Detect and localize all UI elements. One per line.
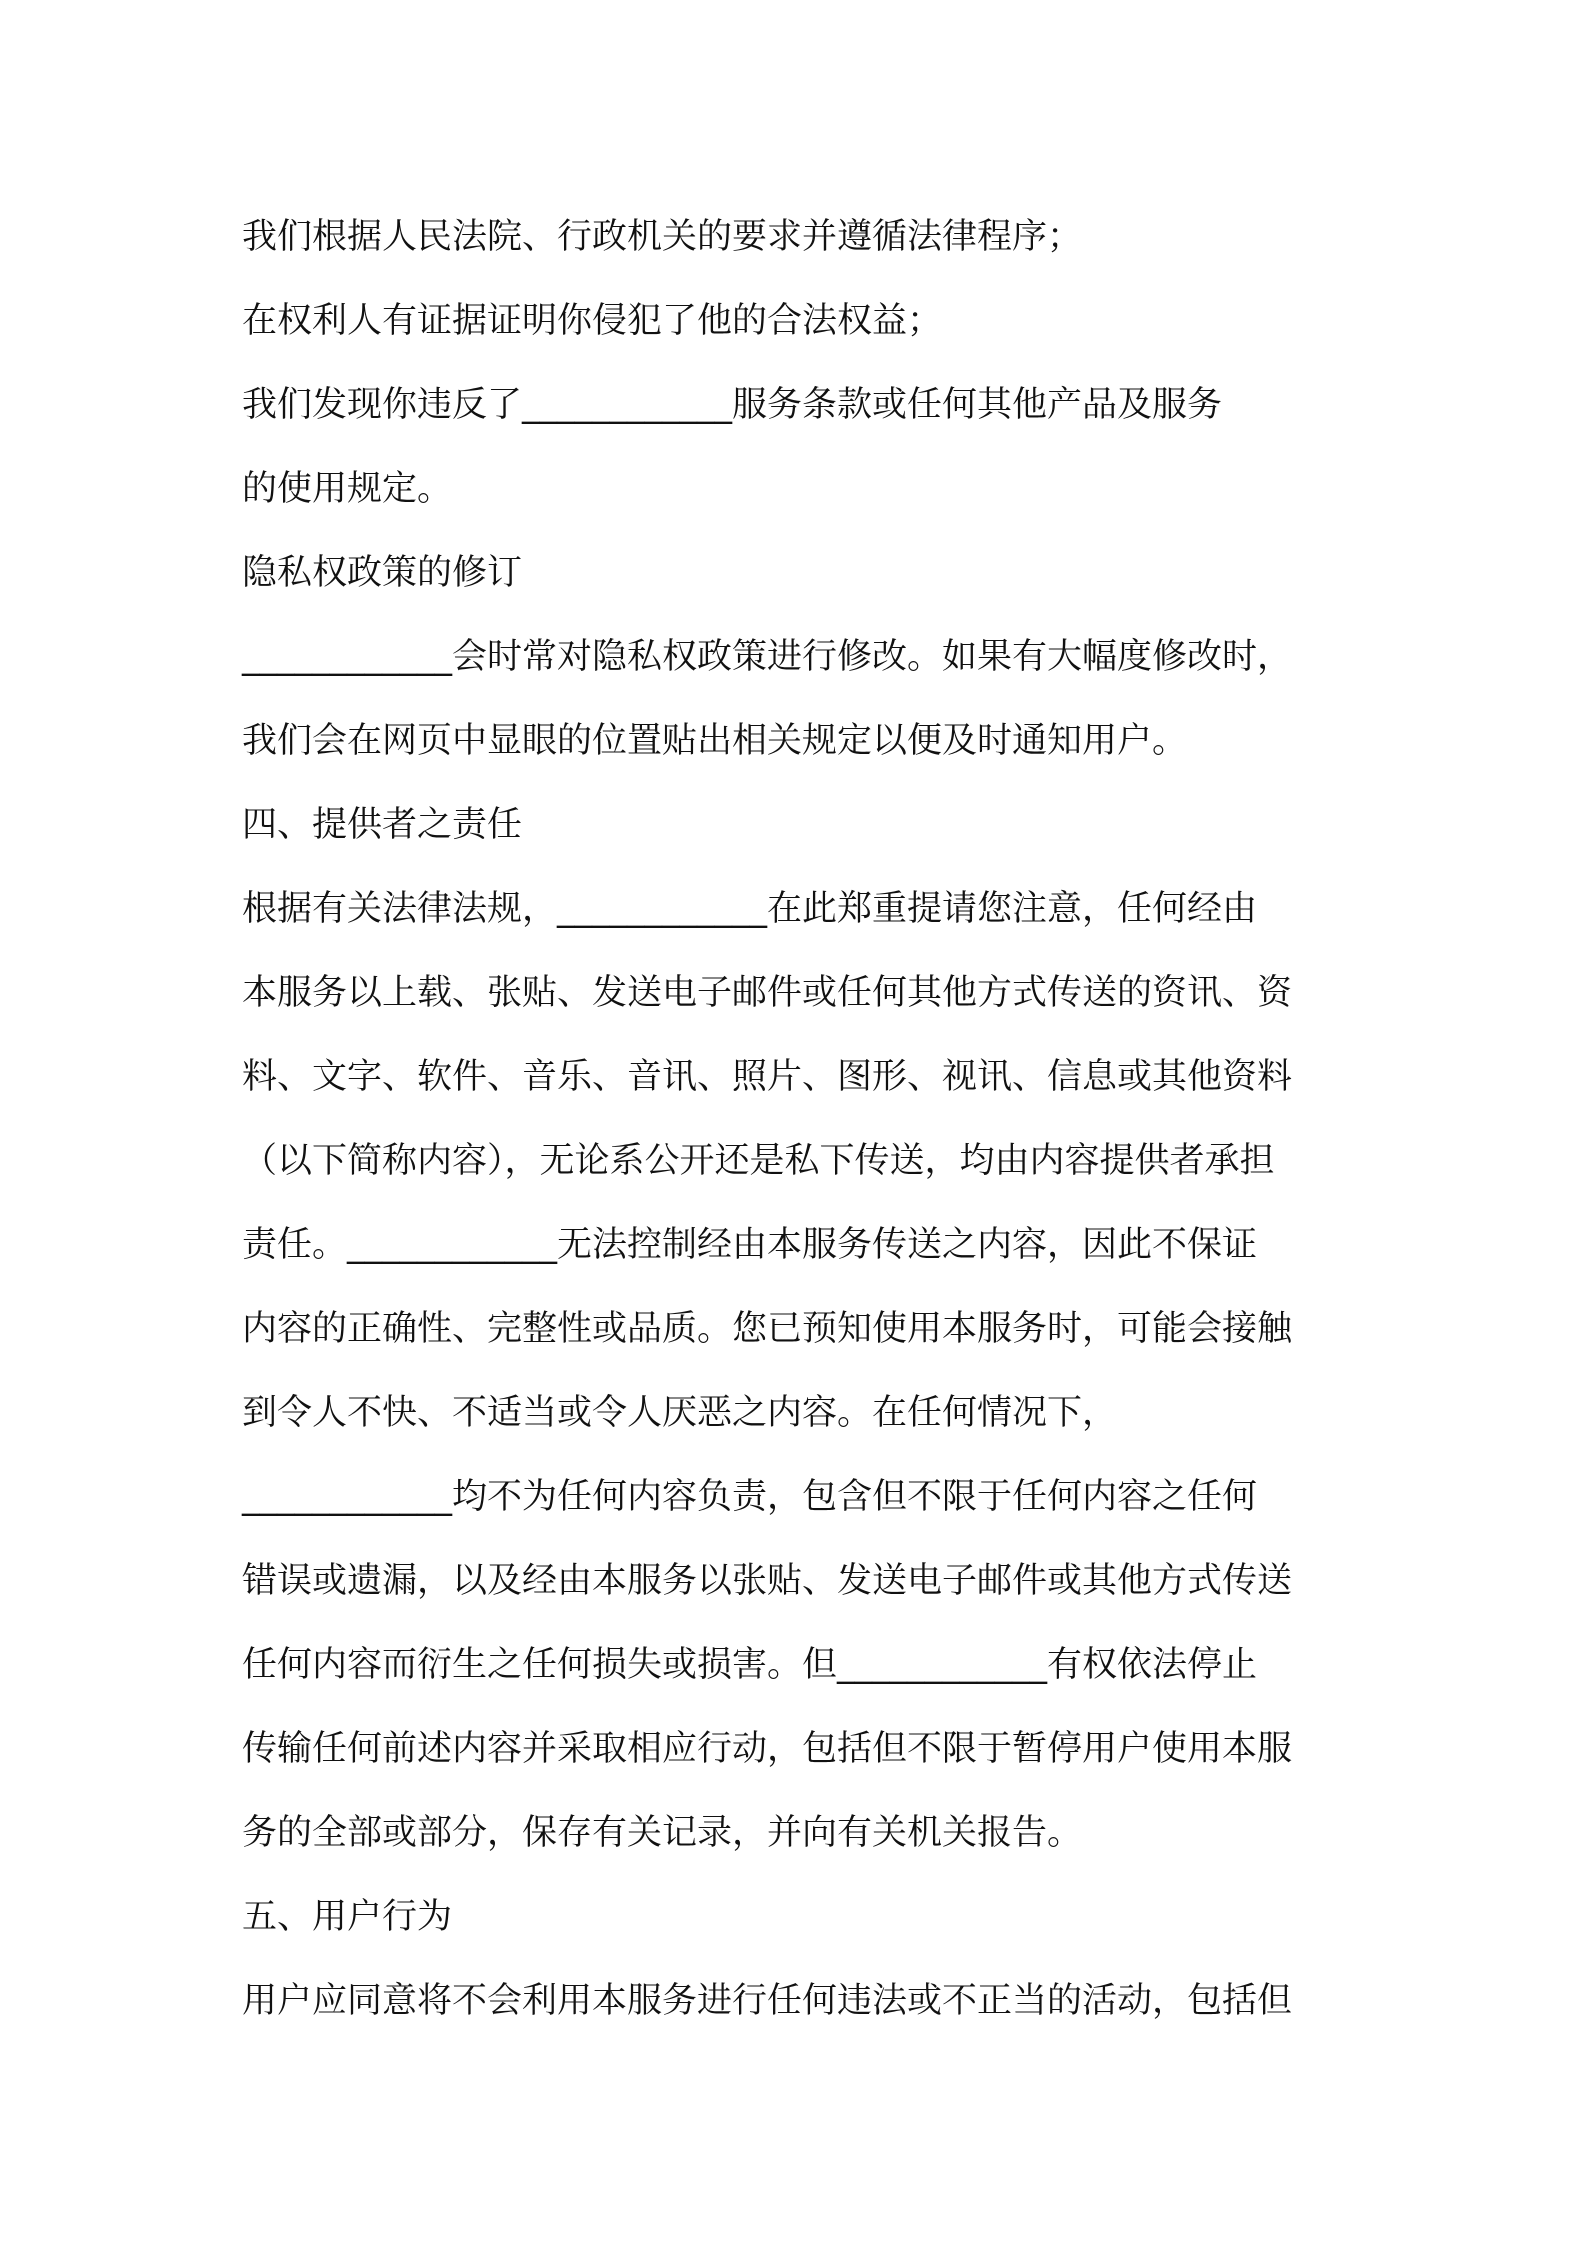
text-line: 的使用规定。 (242, 469, 453, 509)
text-line: 传输任何前述内容并采取相应行动，包括但不限于暂停用户使用本服 (242, 1729, 1293, 1769)
text-line: 料、文字、软件、音乐、音讯、照片、图形、视讯、信息或其他资料 (242, 1057, 1293, 1097)
text-line: 我们发现你违反了____________服务条款或任何其他产品及服务 (242, 385, 1223, 425)
section-heading: 四、提供者之责任 (242, 805, 523, 845)
text-line: 任何内容而衍生之任何损失或损害。但____________有权依法停止 (242, 1645, 1258, 1685)
text-line: 本服务以上载、张贴、发送电子邮件或任何其他方式传送的资讯、资 (242, 973, 1293, 1013)
section-heading: 五、用户行为 (242, 1897, 453, 1937)
text-line: 责任。____________无法控制经由本服务传送之内容，因此不保证 (242, 1225, 1258, 1265)
text-line: 到令人不快、不适当或令人厌恶之内容。在任何情况下， (242, 1393, 1118, 1433)
text-line: ____________会时常对隐私权政策进行修改。如果有大幅度修改时， (242, 637, 1293, 677)
text-line: 我们会在网页中显眼的位置贴出相关规定以便及时通知用户。 (242, 721, 1188, 761)
text-line: ____________均不为任何内容负责，包含但不限于任何内容之任何 (242, 1477, 1258, 1517)
text-line: 在权利人有证据证明你侵犯了他的合法权益； (242, 301, 943, 341)
text-line: 错误或遗漏，以及经由本服务以张贴、发送电子邮件或其他方式传送 (242, 1561, 1293, 1601)
text-line: 我们根据人民法院、行政机关的要求并遵循法律程序； (242, 217, 1083, 257)
text-line: 内容的正确性、完整性或品质。您已预知使用本服务时，可能会接触 (242, 1309, 1293, 1349)
text-line: 用户应同意将不会利用本服务进行任何违法或不正当的活动，包括但 (242, 1981, 1293, 2021)
text-line: （以下简称内容），无论系公开还是私下传送，均由内容提供者承担 (242, 1141, 1275, 1181)
document-body (242, 195, 1382, 2043)
text-line: 根据有关法律法规，____________在此郑重提请您注意，任何经由 (242, 889, 1258, 929)
text-line: 务的全部或部分，保存有关记录，并向有关机关报告。 (242, 1813, 1083, 1853)
section-heading: 隐私权政策的修订 (242, 553, 523, 593)
